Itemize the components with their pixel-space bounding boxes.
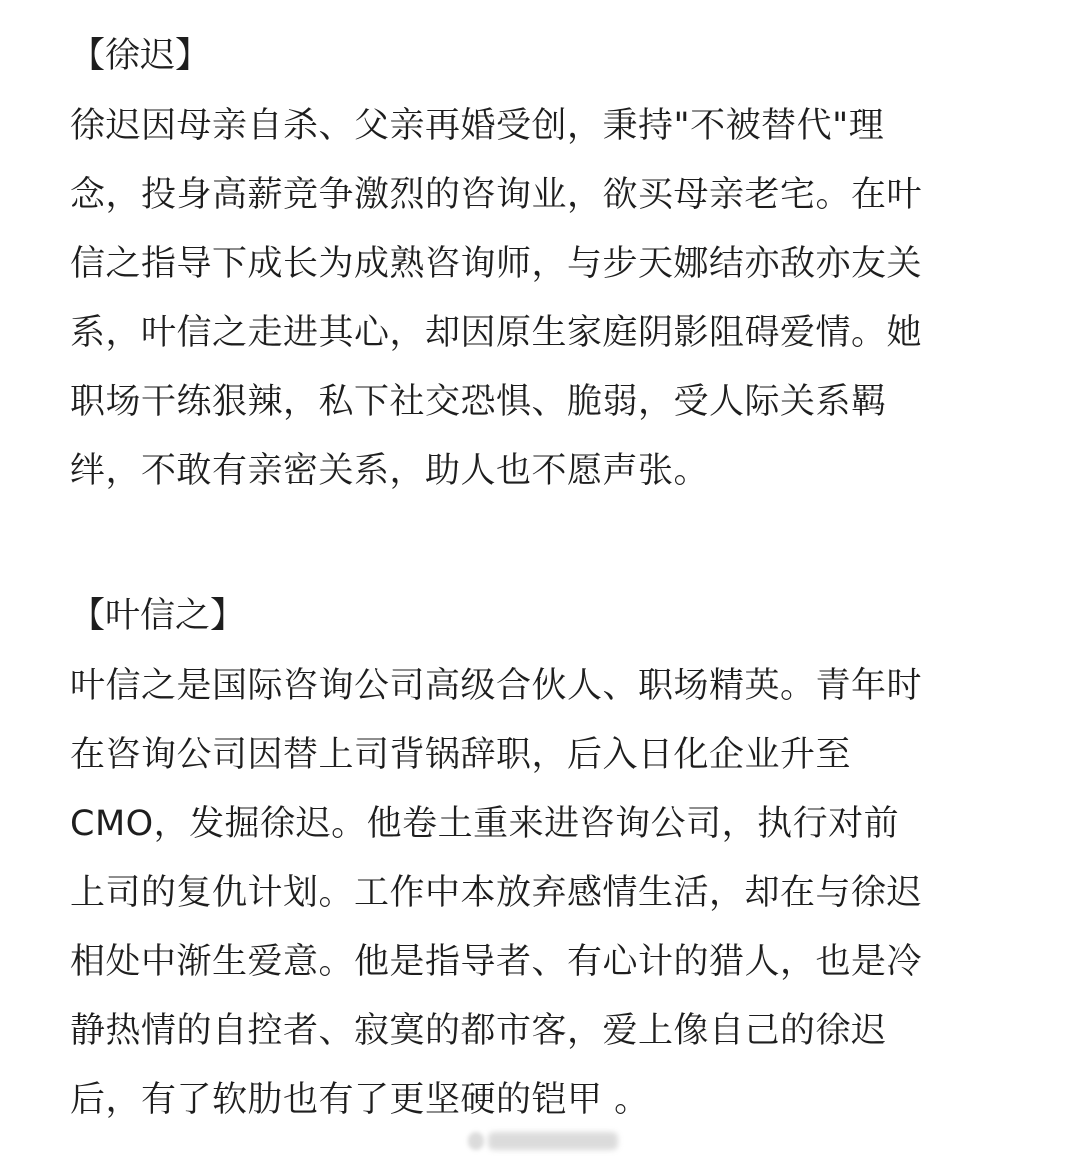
blurred-watermark (468, 1130, 618, 1152)
section-heading: 【徐迟】 (70, 36, 211, 76)
paragraph-line: 相处中渐生爱意。他是指导者、有心计的猎人，也是冷 (70, 942, 923, 982)
character-section-xu-chi (70, 30, 1020, 506)
paragraph-line: 静热情的自控者、寂寞的都市客，爱上像自己的徐迟 (70, 1011, 887, 1051)
paragraph-line: 叶信之是国际咨询公司高级合伙人、职场精英。青年时 (70, 666, 923, 706)
paragraph-line: 系，叶信之走进其心，却因原生家庭阴影阻碍爱情。她 (70, 313, 923, 353)
paragraph-line: 上司的复仇计划。工作中本放弃感情生活，却在与徐迟 (70, 873, 923, 913)
watermark-logo-icon (468, 1132, 484, 1150)
paragraph-line: 后，有了软肋也有了更坚硬的铠甲 。 (70, 1080, 650, 1120)
paragraph-line: CMO，发掘徐迟。他卷土重来进咨询公司，执行对前 (70, 804, 900, 844)
paragraph-line: 念，投身高薪竞争激烈的咨询业，欲买母亲老宅。在叶 (70, 175, 923, 215)
paragraph-line: 徐迟因母亲自杀、父亲再婚受创，秉持"不被替代"理 (70, 106, 885, 146)
section-heading: 【叶信之】 (70, 596, 246, 636)
paragraph-line: 在咨询公司因替上司背锅辞职，后入日化企业升至 (70, 735, 852, 775)
paragraph-line: 绊，不敢有亲密关系，助人也不愿声张。 (70, 451, 710, 491)
watermark-text-blur (488, 1132, 618, 1150)
paragraph-line: 信之指导下成长为成熟咨询师，与步天娜结亦敌亦友关 (70, 244, 923, 284)
character-section-ye-xinzhi (70, 590, 1020, 1135)
paragraph-line: 职场干练狠辣，私下社交恐惧、脆弱，受人际关系羁 (70, 382, 887, 422)
